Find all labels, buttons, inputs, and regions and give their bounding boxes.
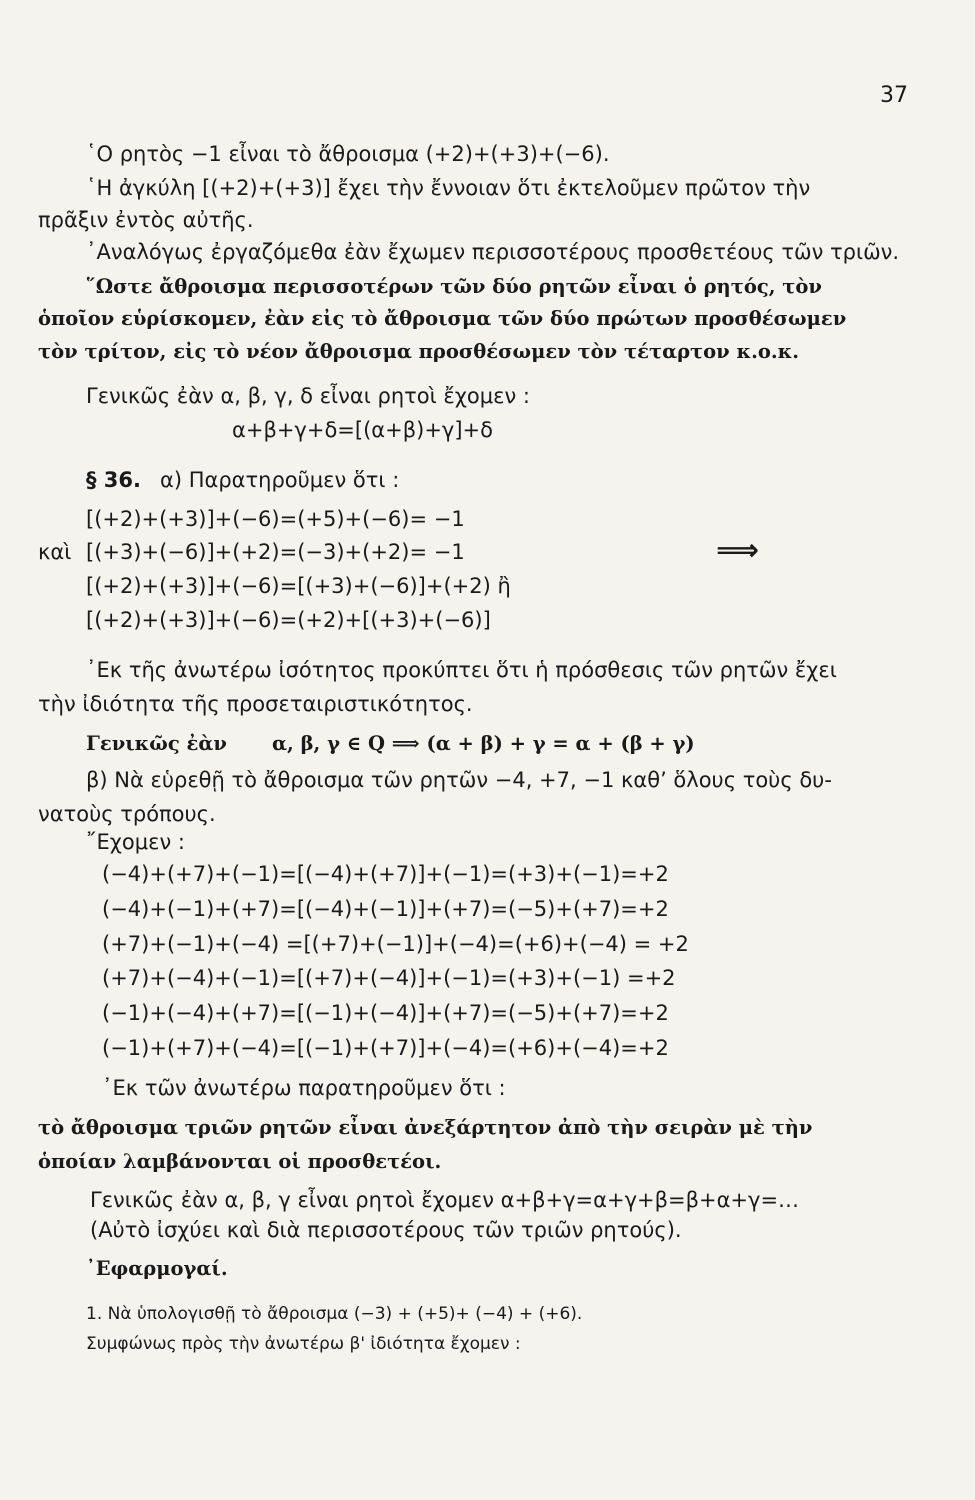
section-number: § 36. <box>86 468 142 492</box>
text-line: β) Νὰ εὑρεθῇ τὸ ἄθροισμα τῶν ρητῶν −4, +7, −1 καθ’ ὅλους τοὺς δυ- <box>86 768 832 792</box>
text-line: ᾿Εκ τῆς ἀνωτέρω ἰσότητος προκύπτει ὅτι ἡ πρόσθεσις τῶν ρητῶν ἔχει <box>86 658 837 682</box>
text-line: Γενικῶς ἐὰν α, β, γ εἶναι ρητοὶ ἔχομεν α+β+γ=α+γ+β=β+α+γ=… <box>90 1188 800 1212</box>
equation-line: (−4)+(−1)+(+7)=[(−4)+(−1)]+(+7)=(−5)+(+7)=+2 <box>102 897 669 921</box>
equation-line: (+7)+(−4)+(−1)=[(+7)+(−4)]+(−1)=(+3)+(−1) =+2 <box>102 966 676 990</box>
section-heading: α) Παρατηροῦμεν ὅτι : <box>160 468 400 492</box>
bold-statement-line: ὁποίαν λαμβάνονται οἱ προσθετέοι. <box>38 1150 442 1173</box>
equation-line: [(+3)+(−6)]+(+2)=(−3)+(+2)= −1 <box>86 540 465 564</box>
equation-line: [(+2)+(+3)]+(−6)=[(+3)+(−6)]+(+2) ἢ <box>86 574 511 598</box>
text-line: τὴν ἰδιότητα τῆς προσεταιριστικότητος. <box>38 692 473 716</box>
text-line: ᾿Αναλόγως ἐργαζόμεθα ἐὰν ἔχωμεν περισσοτέρους προσθετέους τῶν τριῶν. <box>86 240 900 264</box>
text-line: ᾿Εκ τῶν ἀνωτέρω παρατηροῦμεν ὅτι : <box>102 1076 506 1100</box>
applications-heading: ᾿Εφαρμογαί. <box>86 1257 228 1280</box>
associativity-formula: α, β, γ ∈ Q ⟹ (α + β) + γ = α + (β + γ) <box>272 732 695 755</box>
equation-line: [(+2)+(+3)]+(−6)=(+5)+(−6)= −1 <box>86 507 465 531</box>
bold-statement-line: τὸ ἄθροισμα τριῶν ρητῶν εἶναι ἀνεξάρτητον ἀπὸ τὴν σειρὰν μὲ τὴν <box>38 1116 813 1139</box>
text-line: ῾Ο ρητὸς −1 εἶναι τὸ ἄθροισμα (+2)+(+3)+(−6). <box>86 142 610 166</box>
conjunction-label: καὶ <box>38 540 72 564</box>
text-line: ῾Η ἀγκύλη [(+2)+(+3)] ἔχει τὴν ἔννοιαν ὅτι ἐκτελοῦμεν πρῶτον τὴν <box>86 176 811 200</box>
formula-line: α+β+γ+δ=[(α+β)+γ]+δ <box>232 418 493 442</box>
equation-line: [(+2)+(+3)]+(−6)=(+2)+[(+3)+(−6)] <box>86 608 491 632</box>
exercise-line: 1. Νὰ ὑπολογισθῇ τὸ ἄθροισμα (−3) + (+5)+ (−4) + (+6). <box>86 1304 583 1324</box>
text-line: ῎Εχομεν : <box>86 830 185 854</box>
page-number: 37 <box>880 83 908 108</box>
equation-line: (−4)+(+7)+(−1)=[(−4)+(+7)]+(−1)=(+3)+(−1)=+2 <box>102 862 669 886</box>
text-line: Συμφώνως πρὸς τὴν ἀνωτέρω β' ἰδιότητα ἔχομεν : <box>86 1334 521 1354</box>
equation-line: (+7)+(−1)+(−4) =[(+7)+(−1)]+(−4)=(+6)+(−4) = +2 <box>102 932 689 956</box>
text-line: (Αὐτὸ ἰσχύει καὶ διὰ περισσοτέρους τῶν τριῶν ρητούς). <box>90 1218 682 1242</box>
text-line: πρᾶξιν ἐντὸς αὐτῆς. <box>38 208 254 232</box>
text-line: νατοὺς τρόπους. <box>38 802 216 826</box>
bold-statement-line: ῞Ωστε ἄθροισμα περισσοτέρων τῶν δύο ρητῶν εἶναι ὁ ρητός, τὸν <box>86 275 822 298</box>
equation-line: (−1)+(+7)+(−4)=[(−1)+(+7)]+(−4)=(+6)+(−4)=+2 <box>102 1036 669 1060</box>
text-line: Γενικῶς ἐὰν α, β, γ, δ εἶναι ρητοὶ ἔχομεν : <box>86 384 530 408</box>
equation-line: (−1)+(−4)+(+7)=[(−1)+(−4)]+(+7)=(−5)+(+7)=+2 <box>102 1001 669 1025</box>
bold-statement-line: τὸν τρίτον, εἰς τὸ νέον ἄθροισμα προσθέσωμεν τὸν τέταρτον κ.ο.κ. <box>38 340 800 363</box>
bold-statement-label: Γενικῶς ἐὰν <box>86 732 227 755</box>
implies-arrow-icon: ⟹ <box>716 533 760 568</box>
bold-statement-line: ὁποῖον εὑρίσκομεν, ἐὰν εἰς τὸ ἄθροισμα τῶν δύο πρώτων προσθέσωμεν <box>38 307 847 330</box>
